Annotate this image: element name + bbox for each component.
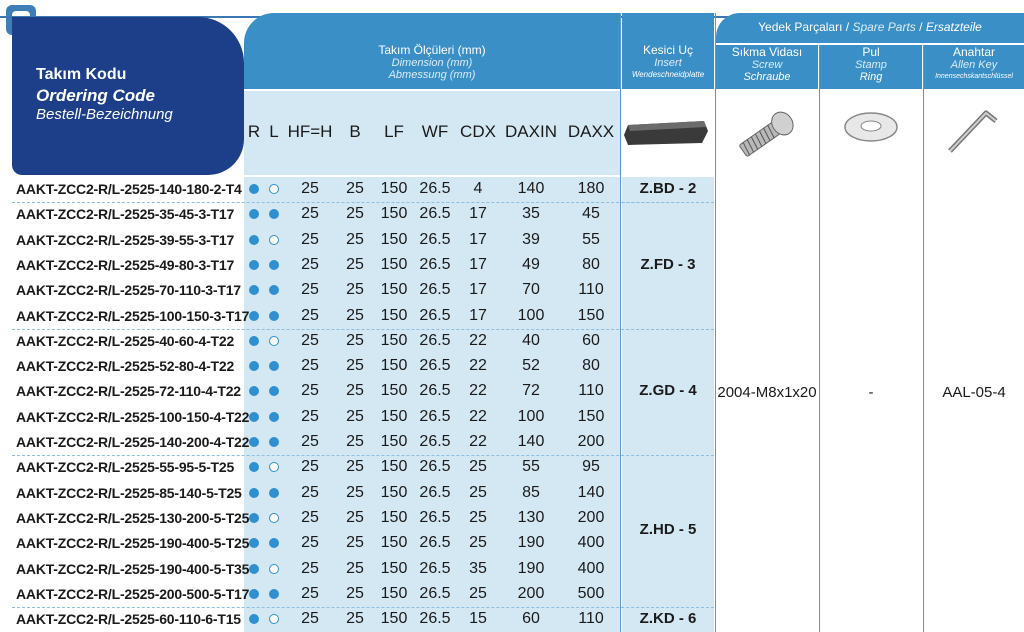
cell-hf: 25 xyxy=(301,610,319,628)
ordering-code: AAKT-ZCC2-R/L-2525-140-200-4-T22 xyxy=(16,434,250,450)
ordering-code: AAKT-ZCC2-R/L-2525-49-80-3-T17 xyxy=(16,256,235,273)
cell-cdx: 25 xyxy=(469,584,487,602)
cell-wf: 26.5 xyxy=(419,483,451,501)
cell-lf: 150 xyxy=(380,255,408,273)
cell-daxin: 72 xyxy=(522,382,540,400)
right-hand-dot xyxy=(249,260,259,270)
left-hand-dot xyxy=(269,564,279,574)
cell-wf: 26.5 xyxy=(419,433,451,450)
cell-cdx: 22 xyxy=(469,407,487,425)
cell-daxx: 80 xyxy=(582,255,600,273)
cell-daxin: 39 xyxy=(522,230,540,248)
ordering-code: AAKT-ZCC2-R/L-2525-200-500-5-T17 xyxy=(16,585,250,602)
left-hand-dot xyxy=(269,589,279,599)
ring-header-tr: Pul xyxy=(862,45,880,59)
cell-b: 25 xyxy=(346,407,364,425)
left-hand-dot xyxy=(269,538,279,548)
cell-hf: 25 xyxy=(301,382,319,400)
cell-wf: 26.5 xyxy=(419,331,451,349)
title-turkish: Takım Kodu xyxy=(36,66,127,83)
table-row xyxy=(12,557,1024,582)
cell-b: 25 xyxy=(346,331,364,349)
cell-daxin: 190 xyxy=(517,534,545,552)
right-hand-dot xyxy=(249,513,259,523)
cell-daxx: 400 xyxy=(577,559,605,577)
right-hand-dot xyxy=(249,235,259,245)
cell-b: 25 xyxy=(346,610,364,628)
cell-daxin: 55 xyxy=(522,458,540,476)
table-row xyxy=(12,329,1024,354)
ordering-code: AAKT-ZCC2-R/L-2525-60-110-6-T15 xyxy=(16,611,241,628)
cell-cdx: 25 xyxy=(469,508,487,526)
cell-cdx: 17 xyxy=(469,205,487,223)
cell-hf: 25 xyxy=(301,306,319,324)
cell-hf: 25 xyxy=(301,255,319,273)
cell-wf: 26.5 xyxy=(419,534,451,552)
cell-b: 25 xyxy=(346,230,364,248)
left-hand-dot xyxy=(269,336,279,346)
ring-header-de: Ring xyxy=(859,71,883,83)
cell-daxx: 55 xyxy=(582,230,600,248)
spare-parts-en: Spare Parts xyxy=(852,20,916,34)
dimensions-header-tr: Takım Ölçüleri (mm) xyxy=(378,43,486,57)
cell-lf: 150 xyxy=(380,534,408,552)
ordering-code: AAKT-ZCC2-R/L-2525-100-150-3-T17 xyxy=(16,307,250,324)
cell-cdx: 22 xyxy=(469,433,487,450)
cell-lf: 150 xyxy=(380,508,408,526)
right-hand-dot xyxy=(249,538,259,548)
ring-header-en: Stamp xyxy=(855,59,887,71)
cell-wf: 26.5 xyxy=(419,407,451,425)
table-row xyxy=(12,228,1024,253)
insert-icon xyxy=(622,91,714,175)
cell-daxx: 180 xyxy=(577,180,605,197)
cell-lf: 150 xyxy=(380,230,408,248)
cell-cdx: 25 xyxy=(469,483,487,501)
ordering-code: AAKT-ZCC2-R/L-2525-190-400-5-T35 xyxy=(16,560,250,577)
cell-wf: 26.5 xyxy=(419,559,451,577)
cell-b: 25 xyxy=(346,508,364,526)
key-header-tr: Anahtar xyxy=(952,45,996,59)
ordering-code: AAKT-ZCC2-R/L-2525-39-55-3-T17 xyxy=(16,231,235,248)
right-hand-dot xyxy=(249,311,259,321)
cell-lf: 150 xyxy=(380,483,408,501)
allen-key-icon xyxy=(924,91,1024,175)
cell-b: 25 xyxy=(346,205,364,223)
right-hand-dot xyxy=(249,209,259,219)
spare-parts-sep2: / xyxy=(915,20,926,34)
cell-cdx: 17 xyxy=(469,281,487,299)
ordering-code: AAKT-ZCC2-R/L-2525-85-140-5-T25 xyxy=(16,484,242,501)
cell-b: 25 xyxy=(346,458,364,476)
dimensions-header-en: Dimension (mm) xyxy=(391,57,473,69)
col-header-cdx: CDX xyxy=(460,122,496,141)
group-divider xyxy=(12,607,714,608)
cell-daxin: 100 xyxy=(517,306,545,324)
right-hand-dot xyxy=(249,361,259,371)
insert-group-label: Z.KD - 6 xyxy=(639,609,697,627)
group-divider xyxy=(12,455,714,456)
cell-hf: 25 xyxy=(301,534,319,552)
table-row xyxy=(12,531,1024,556)
ordering-code: AAKT-ZCC2-R/L-2525-35-45-3-T17 xyxy=(16,206,235,223)
title-german: Bestell-Bezeichnung xyxy=(36,106,173,123)
cell-daxin: 100 xyxy=(517,407,545,425)
col-header-l: L xyxy=(269,122,279,141)
cell-daxx: 60 xyxy=(582,331,600,349)
cell-daxin: 200 xyxy=(517,584,545,602)
cell-daxin: 60 xyxy=(522,610,540,628)
left-hand-dot xyxy=(269,311,279,321)
left-hand-dot xyxy=(269,386,279,396)
ordering-code: AAKT-ZCC2-R/L-2525-100-150-4-T22 xyxy=(16,408,250,425)
cell-hf: 25 xyxy=(301,559,319,577)
group-divider xyxy=(622,202,714,203)
cell-daxin: 140 xyxy=(517,433,545,450)
cell-lf: 150 xyxy=(380,331,408,349)
cell-wf: 26.5 xyxy=(419,180,451,197)
cell-lf: 150 xyxy=(380,357,408,375)
cell-daxx: 45 xyxy=(582,205,600,223)
key-header xyxy=(924,46,1024,83)
left-hand-dot xyxy=(269,235,279,245)
cell-hf: 25 xyxy=(301,331,319,349)
cell-daxx: 110 xyxy=(578,610,604,628)
cell-lf: 150 xyxy=(380,281,408,299)
right-hand-dot xyxy=(249,285,259,295)
cell-lf: 150 xyxy=(380,458,408,476)
left-hand-dot xyxy=(269,285,279,295)
col-header-b: B xyxy=(349,122,361,141)
cell-wf: 26.5 xyxy=(419,584,451,602)
left-hand-dot xyxy=(269,513,279,523)
right-hand-dot xyxy=(249,412,259,422)
cell-cdx: 25 xyxy=(469,534,487,552)
ordering-code: AAKT-ZCC2-R/L-2525-190-400-5-T25 xyxy=(16,535,250,552)
cell-lf: 150 xyxy=(380,610,408,628)
cell-wf: 26.5 xyxy=(419,255,451,273)
cell-daxx: 400 xyxy=(577,534,605,552)
cell-wf: 26.5 xyxy=(419,458,451,476)
col-header-daxin: DAXIN xyxy=(505,122,557,141)
cell-hf: 25 xyxy=(301,508,319,526)
right-hand-dot xyxy=(249,488,259,498)
table-row xyxy=(12,405,1024,430)
cell-wf: 26.5 xyxy=(419,357,451,375)
cell-hf: 25 xyxy=(301,180,319,197)
cell-wf: 26.5 xyxy=(419,230,451,248)
ordering-code: AAKT-ZCC2-R/L-2525-70-110-3-T17 xyxy=(16,282,241,299)
cell-wf: 26.5 xyxy=(419,281,451,299)
group-divider xyxy=(12,329,714,330)
cell-daxin: 49 xyxy=(522,255,540,273)
screw-header xyxy=(716,46,818,83)
cell-b: 25 xyxy=(346,483,364,501)
ordering-code: AAKT-ZCC2-R/L-2525-40-60-4-T22 xyxy=(16,332,235,349)
table-row xyxy=(12,582,1024,607)
ordering-code: AAKT-ZCC2-R/L-2525-140-180-2-T4 xyxy=(16,181,242,197)
table-row xyxy=(12,607,1024,632)
cell-b: 25 xyxy=(346,433,364,450)
cell-daxx: 140 xyxy=(577,483,605,501)
cell-cdx: 17 xyxy=(469,306,487,324)
table-row xyxy=(12,455,1024,480)
left-hand-dot xyxy=(269,488,279,498)
cell-hf: 25 xyxy=(301,407,319,425)
cell-daxin: 85 xyxy=(522,483,540,501)
cell-wf: 26.5 xyxy=(419,306,451,324)
cell-b: 25 xyxy=(346,559,364,577)
left-hand-dot xyxy=(269,260,279,270)
right-hand-dot xyxy=(249,336,259,346)
cell-lf: 150 xyxy=(380,559,408,577)
cell-b: 25 xyxy=(346,357,364,375)
col-header-wf: WF xyxy=(421,122,449,141)
cell-cdx: 22 xyxy=(469,357,487,375)
right-hand-dot xyxy=(249,589,259,599)
cell-hf: 25 xyxy=(301,458,319,476)
dimensions-header xyxy=(244,44,620,81)
left-hand-dot xyxy=(269,614,279,624)
cell-hf: 25 xyxy=(301,281,319,299)
cell-daxin: 40 xyxy=(522,331,540,349)
ordering-code: AAKT-ZCC2-R/L-2525-52-80-4-T22 xyxy=(16,358,235,375)
group-divider xyxy=(12,202,714,203)
ring-icon xyxy=(820,91,922,175)
cell-hf: 25 xyxy=(301,584,319,602)
left-hand-dot xyxy=(269,412,279,422)
insert-header-en: Insert xyxy=(654,57,682,69)
insert-header-de: Wendeschneidplatte xyxy=(631,70,705,79)
right-hand-dot xyxy=(249,184,259,194)
screw-icon xyxy=(716,91,818,175)
cell-cdx: 35 xyxy=(469,559,487,577)
right-hand-dot xyxy=(249,462,259,472)
cell-b: 25 xyxy=(346,534,364,552)
spare-parts-de: Ersatzteile xyxy=(925,20,982,34)
cell-cdx: 22 xyxy=(469,331,487,349)
cell-lf: 150 xyxy=(380,205,408,223)
cell-hf: 25 xyxy=(301,205,319,223)
cell-hf: 25 xyxy=(301,357,319,375)
screw-image-cell xyxy=(716,91,818,175)
dimensions-header-de: Abmessung (mm) xyxy=(388,69,476,81)
cell-hf: 25 xyxy=(301,483,319,501)
left-hand-dot xyxy=(269,462,279,472)
ring-value: - xyxy=(868,384,874,401)
title-english: Ordering Code xyxy=(36,86,156,105)
insert-header-tr: Kesici Uç xyxy=(642,43,693,57)
ordering-code: AAKT-ZCC2-R/L-2525-72-110-4-T22 xyxy=(16,383,241,400)
cell-daxx: 110 xyxy=(578,281,604,299)
screw-header-en: Screw xyxy=(751,59,783,71)
cell-lf: 150 xyxy=(380,407,408,425)
cell-daxx: 500 xyxy=(577,584,605,602)
cell-daxx: 110 xyxy=(578,382,604,400)
col-header-daxx: DAXX xyxy=(567,122,615,141)
key-image-cell xyxy=(924,91,1024,175)
spare-parts-sep1: / xyxy=(842,20,853,34)
cell-b: 25 xyxy=(346,255,364,273)
cell-cdx: 17 xyxy=(469,230,487,248)
cell-daxin: 70 xyxy=(522,281,540,299)
left-hand-dot xyxy=(269,209,279,219)
ring-header xyxy=(820,46,922,83)
insert-header xyxy=(622,44,714,81)
cell-daxx: 150 xyxy=(577,306,605,324)
table-row xyxy=(12,354,1024,379)
key-value: AAL-05-4 xyxy=(942,384,1006,401)
table-row xyxy=(12,278,1024,303)
cell-daxin: 190 xyxy=(517,559,545,577)
insert-image-cell xyxy=(622,91,714,175)
cell-cdx: 4 xyxy=(473,180,483,197)
cell-lf: 150 xyxy=(380,584,408,602)
cell-hf: 25 xyxy=(301,230,319,248)
table-row xyxy=(12,304,1024,329)
left-hand-dot xyxy=(269,437,279,447)
cell-cdx: 22 xyxy=(469,382,487,400)
cell-cdx: 15 xyxy=(469,610,487,628)
table-row xyxy=(12,253,1024,278)
cell-wf: 26.5 xyxy=(419,205,451,223)
right-hand-dot xyxy=(249,386,259,396)
ring-image-cell xyxy=(820,91,922,175)
table-row xyxy=(12,506,1024,531)
right-hand-dot xyxy=(249,614,259,624)
cell-lf: 150 xyxy=(380,306,408,324)
cell-wf: 26.5 xyxy=(419,382,451,400)
cell-b: 25 xyxy=(346,306,364,324)
table-row xyxy=(12,481,1024,506)
insert-group-label: Z.BD - 2 xyxy=(639,179,697,197)
insert-group-label: Z.GD - 4 xyxy=(639,382,697,400)
key-header-de: Innensechskantschlüssel xyxy=(935,73,1013,80)
cell-cdx: 25 xyxy=(469,458,487,476)
key-header-en: Allen Key xyxy=(950,59,998,71)
cell-lf: 150 xyxy=(380,382,408,400)
cell-daxin: 140 xyxy=(517,180,545,197)
spare-parts-header xyxy=(716,20,1024,34)
cell-b: 25 xyxy=(346,281,364,299)
cell-b: 25 xyxy=(346,382,364,400)
table-row xyxy=(12,202,1024,227)
cell-daxx: 80 xyxy=(582,357,600,375)
table-body xyxy=(12,177,1024,632)
screw-header-tr: Sıkma Vidası xyxy=(731,45,803,59)
left-hand-dot xyxy=(269,184,279,194)
cell-b: 25 xyxy=(346,180,364,197)
cell-b: 25 xyxy=(346,584,364,602)
cell-lf: 150 xyxy=(380,433,408,450)
right-hand-dot xyxy=(249,437,259,447)
cell-wf: 26.5 xyxy=(419,508,451,526)
right-hand-dot xyxy=(249,564,259,574)
insert-group-label: Z.FD - 3 xyxy=(640,255,696,273)
screw-value: 2004-M8x1x20 xyxy=(717,384,817,401)
cell-daxx: 95 xyxy=(582,458,600,476)
col-header-lf: LF xyxy=(384,122,404,141)
ordering-code: AAKT-ZCC2-R/L-2525-130-200-5-T25 xyxy=(16,509,250,526)
left-hand-dot xyxy=(269,361,279,371)
cell-daxx: 150 xyxy=(577,407,605,425)
table-row xyxy=(12,430,1024,455)
cell-hf: 25 xyxy=(301,433,319,450)
col-header-r: R xyxy=(247,122,261,141)
cell-daxx: 200 xyxy=(577,433,605,450)
insert-group-label: Z.HD - 5 xyxy=(639,521,697,539)
cell-daxin: 52 xyxy=(522,357,540,375)
cell-daxin: 130 xyxy=(517,508,545,526)
col-header-hf: HF=H xyxy=(287,122,333,141)
cell-daxx: 200 xyxy=(577,508,605,526)
cell-wf: 26.5 xyxy=(419,610,451,628)
cell-lf: 150 xyxy=(380,180,408,197)
spare-parts-tr: Yedek Parçaları xyxy=(758,20,843,34)
cell-daxin: 35 xyxy=(522,205,540,223)
screw-header-de: Schraube xyxy=(743,71,791,83)
ordering-code: AAKT-ZCC2-R/L-2525-55-95-5-T25 xyxy=(16,459,235,476)
cell-cdx: 17 xyxy=(469,255,487,273)
table-row xyxy=(12,177,1024,202)
